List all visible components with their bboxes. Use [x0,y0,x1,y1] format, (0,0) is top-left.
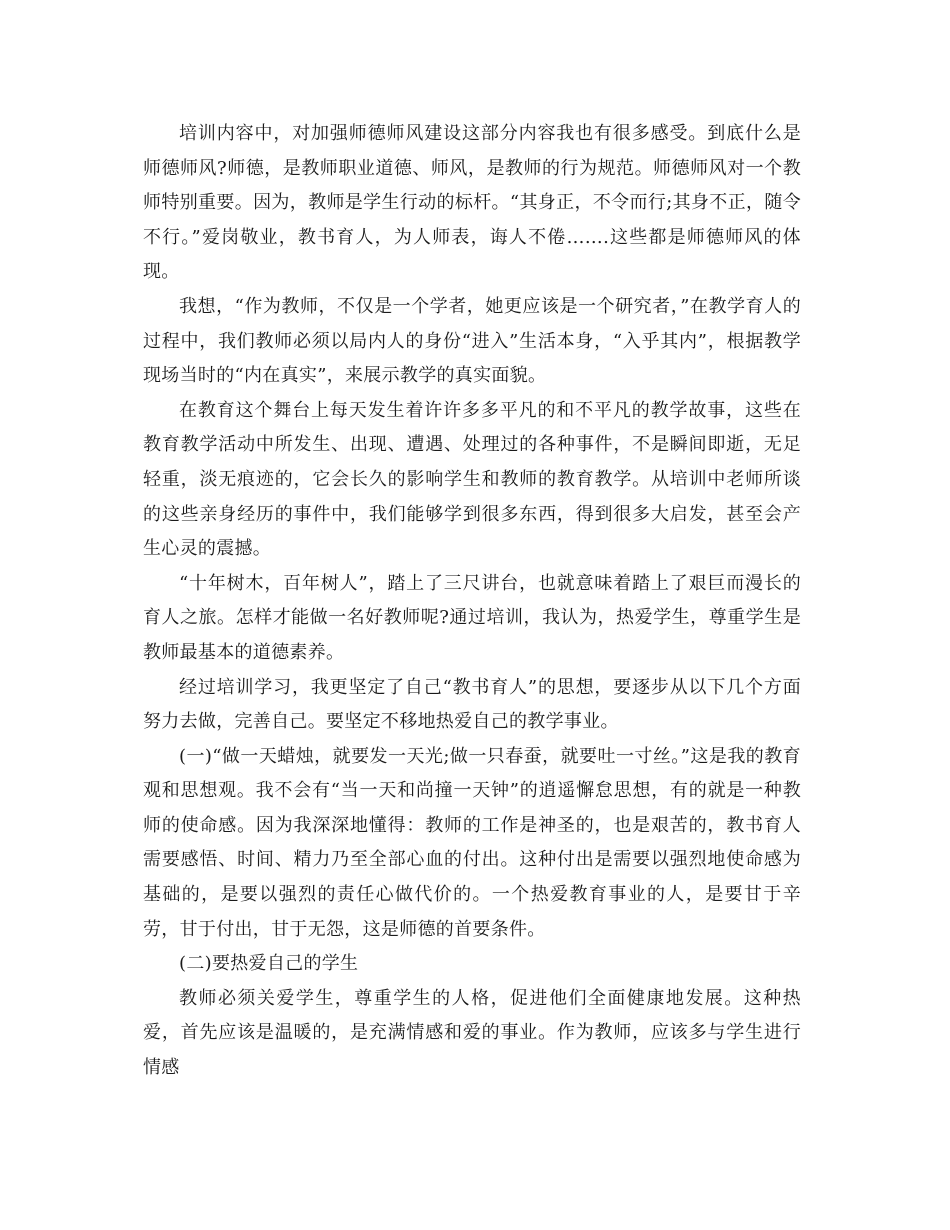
section-heading: (二)要热爱自己的学生 [179,953,359,975]
paragraph-6: (一)“做一天蜡烛，就要发一天光;做一只春蚕，就要吐一寸丝。”这是我的教育观和思想观。我不会有“当一天和尚撞一天钟”的逍遥懈怠思想，有的就是一种教师的使命感。因为我深深地懂得：教师的工作是神圣的，也是艰苦的，教书育人需要感悟、时间、精力乃至全部心血的付出。这种付出是需要以强烈地使命感为基础的，是要以强烈的责任心做代价的。一个热爱教育事业的人，是要甘于辛劳，甘于付出，甘于无怨，这是师德的首要条件。 [143,745,801,940]
paragraph-3: 在教育这个舞台上每天发生着许许多多平凡的和不平凡的教学故事，这些在教育教学活动中所发生、出现、遭遇、处理过的各种事件，不是瞬间即逝，无足轻重，淡无痕迹的，它会长久的影响学生和教师的教育教学。从培训中老师所谈的这些亲身经历的事件中，我们能够学到很多东西，得到很多大启发，甚至会产生心灵的震撼。 [143,399,801,560]
document-body [143,117,801,1086]
paragraph-4: “十年树木，百年树人”，踏上了三尺讲台，也就意味着踏上了艰巨而漫长的育人之旅。怎样才能做一名好教师呢?通过培训，我认为，热爱学生，尊重学生是教师最基本的道德素养。 [143,572,801,663]
paragraph-7: 教师必须关爱学生，尊重学生的人格，促进他们全面健康地发展。这种热爱，首先应该是温暖的，是充满情感和爱的事业。作为教师，应该多与学生进行情感 [143,987,801,1079]
paragraph-1: 培训内容中，对加强师德师风建设这部分内容我也有很多感受。到底什么是师德师风?师德，是教师职业道德、师风，是教师的行为规范。师德师风对一个教师特别重要。因为，教师是学生行动的标杆。“其身正，不令而行;其身不正，随令不行。”爱岗敬业，教书育人，为人师表，诲人不倦…….这些都是师德师风的体现。 [143,123,801,283]
paragraph-5: 经过培训学习，我更坚定了自己“教书育人”的思想，要逐步从以下几个方面努力去做，完善自己。要坚定不移地热爱自己的教学事业。 [143,676,801,733]
paragraph-2: 我想，“作为教师，不仅是一个学者，她更应该是一个研究者，”在教学育人的过程中，我们教师必须以局内人的身份“进入”生活本身，“入乎其内”，根据教学现场当时的“内在真实”，来展示教学的真实面貌。 [143,295,801,387]
